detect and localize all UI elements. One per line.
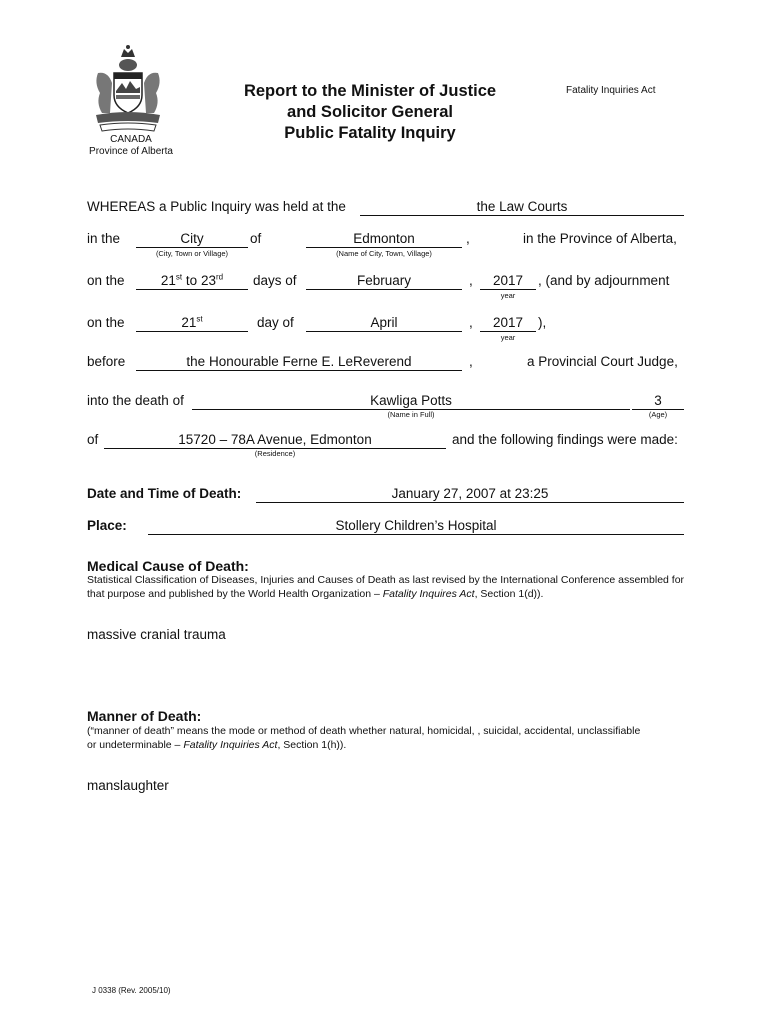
age-field: 3 (632, 393, 684, 410)
year-caption: year (500, 333, 516, 342)
province-text: in the Province of Alberta, (523, 231, 677, 246)
year-caption: year (500, 291, 516, 300)
manner-heading: Manner of Death: (87, 708, 202, 724)
adjournment-text: , (and by adjournment (538, 273, 670, 288)
manner-description: (“manner of death” means the mode or method of death whether natural, homicidal, , suicidal, accidental, unclassifiable or undeterminable – Fatality Inquiries Act, Section 1(h)). (87, 725, 641, 751)
year-field: 2017 (480, 273, 536, 290)
days-of-label: days of (253, 273, 297, 288)
manner-value: manslaughter (87, 778, 169, 793)
death-time-field: January 27, 2007 at 23:25 (256, 486, 684, 503)
adjourned-month-field: April (306, 315, 462, 332)
day-of-label: day of (257, 315, 294, 330)
residence-field: 15720 – 78A Avenue, Edmonton (104, 432, 446, 449)
death-time-label: Date and Time of Death: (87, 486, 242, 501)
on-the-label: on the (87, 315, 125, 330)
medical-cause-description: Statistical Classification of Diseases, Injuries and Causes of Death as last revised by the International Conference assembled for that purpose and published by the World Health Organization – Fatality Inquires Act, Section 1(d)). (87, 574, 685, 600)
alberta-coat-of-arms-logo (88, 43, 168, 133)
of-label: of (87, 432, 99, 447)
month-field: February (306, 273, 462, 290)
adjourned-day-field: 21st (136, 315, 248, 332)
in-the-label: in the (87, 231, 121, 246)
name-caption: (Name in Full) (387, 410, 435, 419)
closing-paren: ), (538, 315, 547, 330)
city-name-caption: (Name of City, Town, Village) (336, 249, 432, 258)
inquiry-held-label: WHEREAS a Public Inquiry was held at the (87, 199, 346, 214)
before-label: before (87, 354, 126, 369)
on-the-label: on the (87, 273, 125, 288)
comma: , (469, 315, 473, 330)
province-label: Province of Alberta (89, 146, 173, 157)
into-death-label: into the death of (87, 393, 184, 408)
act-reference: Fatality Inquiries Act (566, 85, 656, 96)
medical-cause-value: massive cranial trauma (87, 627, 226, 642)
day-range-field: 21st to 23rd (136, 273, 248, 290)
place-label: Place: (87, 518, 127, 533)
of-label: of (250, 231, 262, 246)
country-label: CANADA (110, 134, 152, 145)
comma: , (469, 273, 473, 288)
page-title: Report to the Minister of Justice and Solicitor General Public Fatality Inquiry (243, 82, 497, 142)
comma: , (466, 231, 470, 246)
city-name-field: Edmonton (306, 231, 462, 248)
city-type-field: City (136, 231, 248, 248)
place-field: Stollery Children’s Hospital (148, 518, 684, 535)
inquiry-location-field: the Law Courts (360, 199, 684, 216)
age-caption: (Age) (648, 410, 668, 419)
residence-caption: (Residence) (254, 449, 296, 458)
judge-field: the Honourable Ferne E. LeReverend (136, 354, 462, 371)
judge-title-text: a Provincial Court Judge, (527, 354, 678, 369)
form-code: J 0338 (Rev. 2005/10) (92, 986, 171, 995)
comma: , (469, 354, 473, 369)
findings-text: and the following findings were made: (452, 432, 678, 447)
medical-cause-heading: Medical Cause of Death: (87, 558, 249, 574)
deceased-name-field: Kawliga Potts (192, 393, 630, 410)
adjourned-year-field: 2017 (480, 315, 536, 332)
city-type-caption: (City, Town or Village) (155, 249, 229, 258)
